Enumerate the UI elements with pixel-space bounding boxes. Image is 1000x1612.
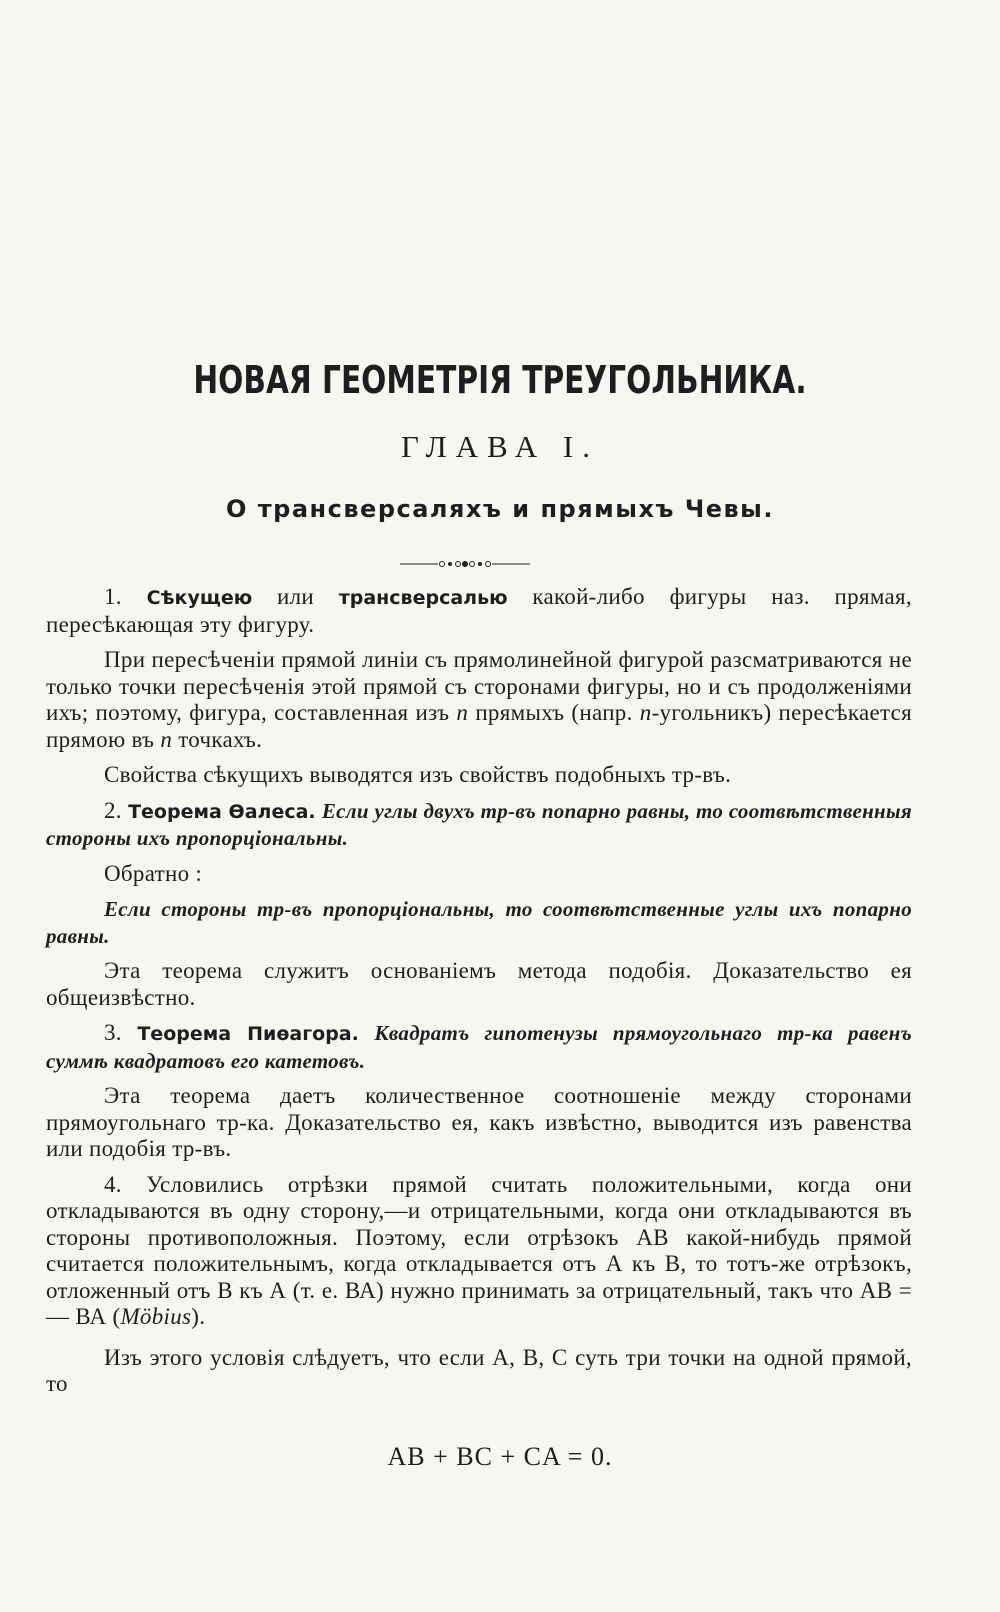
paragraph-text: ). [191,1304,206,1329]
paragraph-similarity: Эта теорема служитъ основаніемъ метода подобія. Доказательство ея общеизвѣстно. [46,958,912,1010]
definition-text: какой-либо фигуры наз. прямая, пересѣкающая эту фигуру. [46,584,912,637]
term-secant: Сѣкущею [146,587,253,609]
paragraph-section-1 [46,584,912,638]
chapter-heading: ГЛАВА I. [401,429,599,464]
paragraph-properties: Свойства сѣкущихъ выводятся изъ свойствъ подобныхъ тр-въ. [104,762,732,787]
theorem-statement: Если углы двухъ тр-въ попарно равны, то соотвѣтственныя стороны ихъ пропорціональны. [46,798,912,850]
variable-n: n [639,700,652,725]
main-text [46,584,912,1398]
paragraph-section-2 [46,798,912,852]
paragraph-condition: Изъ этого условія слѣдуетъ, что если А, В, С суть три точки на одной прямой, то [46,1344,912,1396]
term-transversal: трансверсалью [338,587,508,609]
paragraph-text: Условились отрѣзки прямой считать положительными, когда они откладываются въ одну сторону,—и отрицательными, когда они откладываются въ стороны противоположныя. Поэтому, если отрѣзокъ АВ какой-нибудь прямой считается положительнымъ, когда откладывается отъ А къ В, то тотъ-же отрѣзокъ, отложенный отъ В къ А (т. е. ВА) нужно принимать за отрицательный, такъ что АВ = — ВА ( [46,1171,912,1329]
theorem-heading: Теорема Ѳалеса. [128,800,316,823]
paragraph-text: прямыхъ (напр. [475,700,633,725]
paragraph-relation: Эта теорема даетъ количественное соотношеніе между сторонами прямоугольнаго тр-ка. Доказательство ея, какъ извѣстно, выводится изъ равенства или подобія тр-въ. [46,1083,912,1161]
paragraph-section-3 [46,1020,912,1074]
paragraph-text: точкахъ. [178,726,263,752]
paragraph-text: -угольникъ) пересѣкается прямою въ [46,700,912,752]
section-number: 1. [104,584,122,609]
paragraph-converse [46,896,912,949]
page-title: НОВАЯ ГЕОМЕТРІЯ ТРЕУГОЛЬНИКА. [193,358,807,402]
section-number: 2. [104,797,122,823]
formula: AB + BC + CA = 0. [387,1442,613,1471]
variable-n: n [456,700,469,725]
paragraph-section-4 [46,1172,912,1331]
paragraph-intersection [46,647,912,753]
theorem-statement: Квадратъ гипотенузы прямоугольнаго тр-ка равенъ суммѣ квадратовъ его катетовъ. [46,1021,912,1073]
variable-n: n [160,726,173,752]
paragraph-text: При пересѣченіи прямой линіи съ прямолинейной фигурой разсматриваются не только точки пересѣченія этой прямой съ сторонами фигуры, но и съ продолженіями ихъ; поэтому, фигура, составленная изъ [46,647,912,725]
conjunction: или [276,584,314,609]
ornament-divider [400,558,530,570]
theorem-statement: Если стороны тр-въ пропорціональны, то соотвѣтственные углы ихъ попарно равны. [46,897,912,948]
author-name: Möbius [120,1304,192,1329]
section-number: 3. [104,1020,122,1045]
paragraph-converse-label: Обратно : [104,860,203,886]
section-number: 4. [104,1171,122,1197]
chapter-subtitle: О трансверсаляхъ и прямыхъ Чевы. [226,495,774,523]
theorem-heading: Теорема Пиѳагора. [137,1023,359,1045]
